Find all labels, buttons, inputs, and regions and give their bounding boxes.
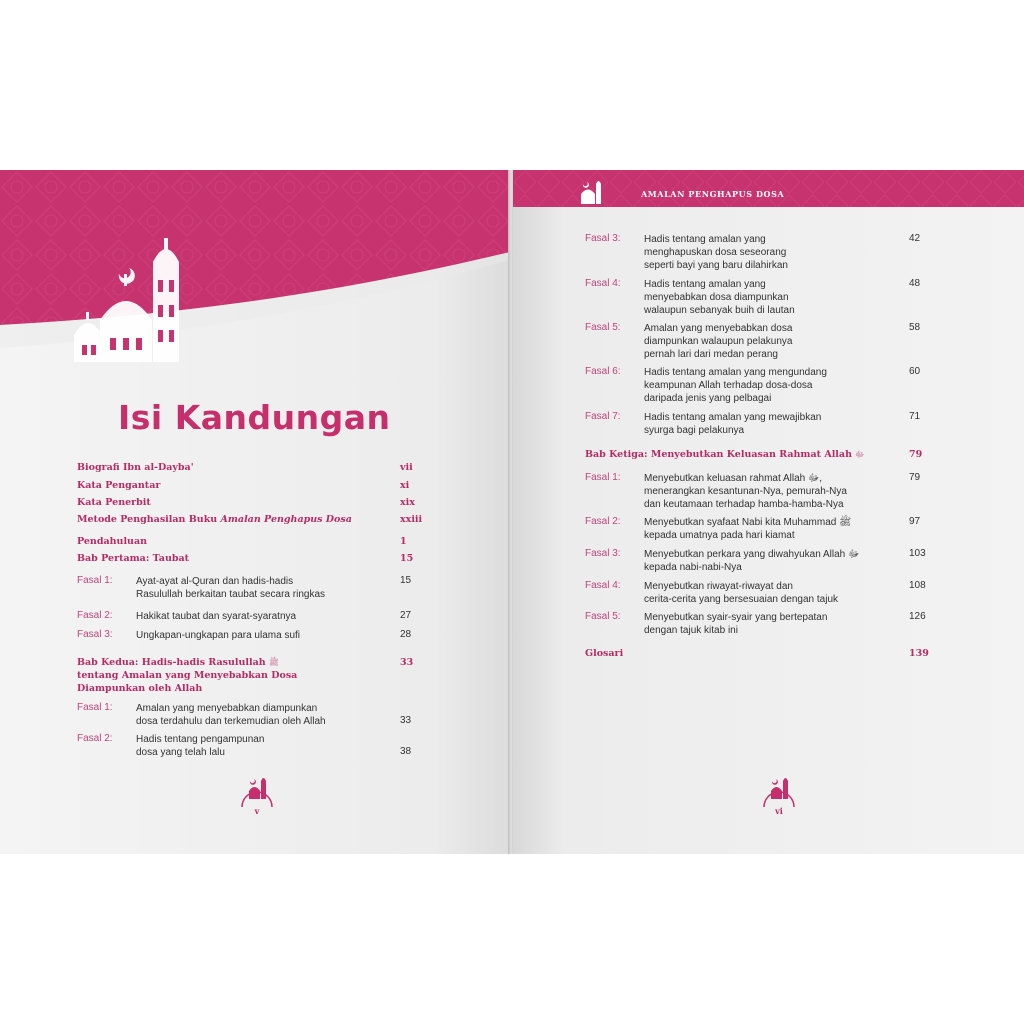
toc-entry-page: 79 (909, 449, 923, 460)
mosque-small-icon (754, 773, 804, 809)
section-label: Fasal 3: (585, 548, 621, 559)
section-label: Fasal 5: (585, 322, 621, 333)
section-label: Fasal 3: (585, 233, 621, 244)
section-text: Ungkapan-ungkapan para ulama sufi (136, 630, 300, 641)
section-label: Fasal 4: (585, 278, 621, 289)
section-label: Fasal 7: (585, 411, 621, 422)
section-text: Menyebutkan riwayat-riwayat dan cerita-cerita yang bersesuaian dengan tajuk (644, 581, 839, 605)
mosque-small-icon (232, 773, 282, 809)
section-page: 42 (909, 233, 921, 244)
section-text: Amalan yang menyebabkan diampunkan dosa terdahulu dan terkemudian oleh Allah (136, 703, 326, 727)
toc-chapter-title: Bab Ketiga: Menyebutkan Keluasan Rahmat Allah ﷻ (585, 449, 865, 460)
section-text: Amalan yang menyebabkan dosa diampunkan walaupun pelakunya pernah lari dari medan perang (644, 323, 793, 360)
section-page: 126 (909, 611, 926, 622)
folio-ornament (232, 773, 282, 823)
toc-chapter-title: Bab Pertama: Taubat (77, 553, 190, 564)
toc-entry-title: Metode Penghasilan Buku Amalan Penghapus Dosa (77, 514, 352, 525)
section-text: Menyebutkan syafaat Nabi kita Muhammad ﷺ kepada umatnya pada hari kiamat (644, 517, 852, 541)
section-page: 103 (909, 548, 926, 559)
section-text: Menyebutkan syair-syair yang bertepatan dengan tajuk kitab ini (644, 612, 828, 636)
toc-entry-title: Biografi Ibn al-Dayba' (77, 462, 194, 473)
section-page: 60 (909, 366, 921, 377)
toc-entry-page: xxiii (400, 514, 423, 525)
section-page: 71 (909, 411, 921, 422)
section-text: Hadis tentang amalan yang menyebabkan dosa diampunkan walaupun sebanyak buih di lautan (644, 279, 795, 316)
toc-entry-page: 33 (400, 657, 414, 668)
section-label: Fasal 1: (77, 575, 113, 586)
section-page: 79 (909, 472, 921, 483)
running-header-title: AMALAN PENGHAPUS DOSA (641, 189, 785, 199)
section-text: Hakikat taubat dan syarat-syaratnya (136, 611, 297, 622)
page-number: v (254, 806, 260, 816)
honorific-icon: ﷺ (269, 657, 279, 667)
section-text: Hadis tentang pengampunan dosa yang telah lalu (136, 734, 265, 758)
toc-entry-page: 15 (400, 553, 414, 564)
section-page: 33 (400, 715, 412, 726)
toc-entry-page: 1 (400, 536, 407, 547)
section-text: Ayat-ayat al-Quran dan hadis-hadis Rasulullah berkaitan taubat secara ringkas (136, 576, 325, 600)
section-page: 15 (400, 575, 412, 586)
toc-entry-page: vii (400, 462, 413, 473)
folio-ornament (754, 773, 804, 823)
header-banner (0, 170, 510, 370)
section-label: Fasal 2: (77, 733, 113, 744)
page-title: Isi Kandungan (118, 398, 391, 437)
left-page (0, 170, 510, 854)
section-text: Hadis tentang amalan yang mewajibkan syurga bagi pelakunya (644, 412, 822, 436)
section-text: Hadis tentang amalan yang menghapuskan dosa seseorang seperti bayi yang baru dilahirkan (644, 234, 788, 271)
section-label: Fasal 5: (585, 611, 621, 622)
section-label: Fasal 6: (585, 366, 621, 377)
section-label: Fasal 1: (585, 472, 621, 483)
toc-entry-title: Pendahuluan (77, 536, 148, 547)
toc-chapter-title-line: tentang Amalan yang Menyebabkan Dosa (77, 670, 298, 681)
page-number: vi (775, 806, 783, 816)
section-text: Menyebutkan keluasan rahmat Allah ﷻ, menerangkan kesantunan-Nya, pemurah-Nya dan keutamaan terhadap hamba-hamba-Nya (644, 473, 847, 510)
section-page: 27 (400, 610, 412, 621)
right-page (513, 170, 1024, 854)
section-page: 28 (400, 629, 412, 640)
section-label: Fasal 2: (77, 610, 113, 621)
toc-entry-title: Glosari (585, 648, 624, 659)
toc-entry-page: 139 (909, 648, 929, 659)
section-label: Fasal 2: (585, 516, 621, 527)
honorific-icon: ﷻ (855, 449, 865, 459)
toc-chapter-title: Bab Kedua: Hadis-hadis Rasulullah ﷺ (77, 657, 279, 668)
section-text: Hadis tentang amalan yang mengundang keampunan Allah terhadap dosa-dosa daripada jenis yang pelbagai (644, 367, 827, 404)
toc-entry-title: Kata Pengantar (77, 480, 161, 491)
section-label: Fasal 3: (77, 629, 113, 640)
section-text: Menyebutkan perkara yang diwahyukan Allah ﷻ kepada nabi-nabi-Nya (644, 549, 860, 573)
toc-entry-page: xi (400, 480, 410, 491)
section-page: 38 (400, 746, 412, 757)
toc-entry-title: Kata Penerbit (77, 497, 151, 508)
toc-entry-page: xix (400, 497, 415, 508)
section-page: 97 (909, 516, 921, 527)
section-label: Fasal 4: (585, 580, 621, 591)
section-label: Fasal 1: (77, 702, 113, 713)
section-page: 48 (909, 278, 921, 289)
toc-chapter-title-line: Diampunkan oleh Allah (77, 683, 203, 694)
section-page: 58 (909, 322, 921, 333)
section-page: 108 (909, 580, 926, 591)
